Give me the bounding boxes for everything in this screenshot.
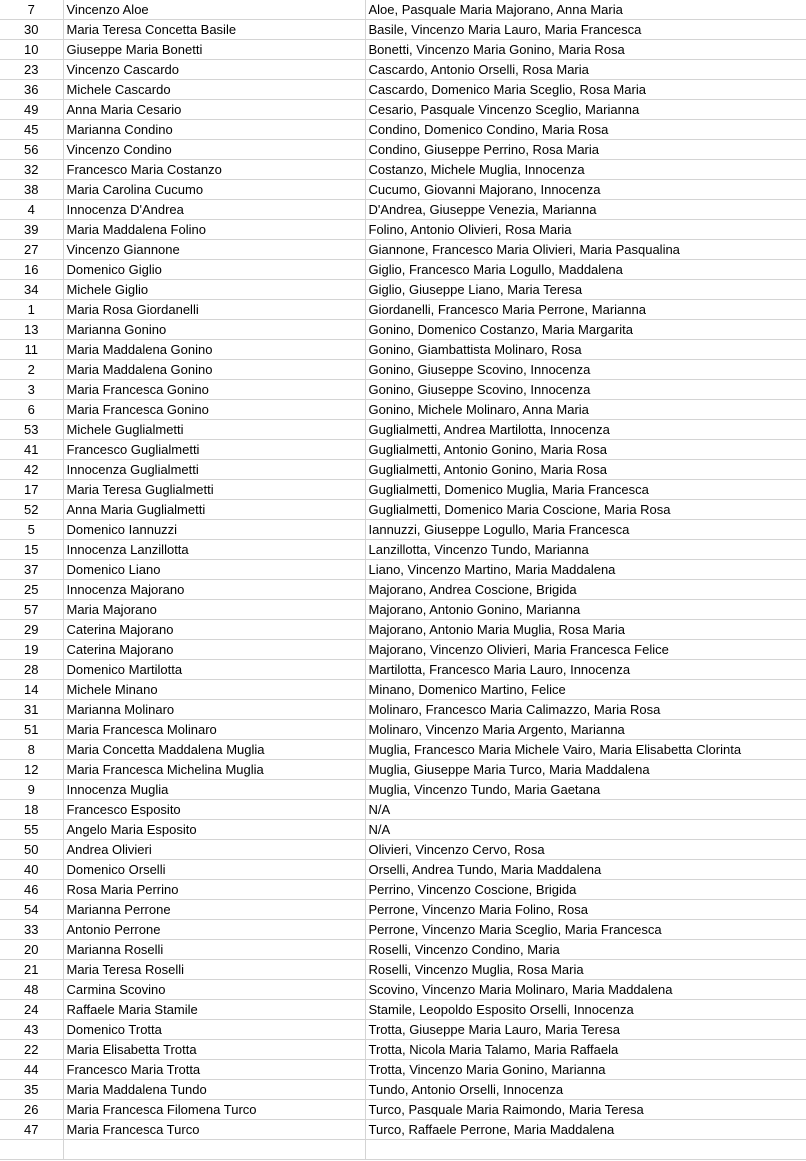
parents-cell[interactable]: Majorano, Antonio Maria Muglia, Rosa Maria: [365, 620, 806, 640]
table-row: [0, 780, 806, 800]
table-row: [0, 840, 806, 860]
id-cell[interactable]: [0, 1140, 63, 1160]
table-row: [0, 560, 806, 580]
table-row: [0, 580, 806, 600]
table-row: [0, 700, 806, 720]
id-cell[interactable]: 46: [0, 880, 63, 900]
id-cell[interactable]: 33: [0, 920, 63, 940]
table-row: [0, 880, 806, 900]
name-cell[interactable]: Marianna Molinaro: [63, 700, 365, 720]
parents-cell[interactable]: Roselli, Vincenzo Condino, Maria: [365, 940, 806, 960]
parents-cell[interactable]: Gonino, Giambattista Molinaro, Rosa: [365, 340, 806, 360]
table-row: [0, 720, 806, 740]
name-cell[interactable]: Maria Francesca Turco: [63, 1120, 365, 1140]
table-row: [0, 160, 806, 180]
id-cell[interactable]: 20: [0, 940, 63, 960]
name-cell[interactable]: Maria Francesca Filomena Turco: [63, 1100, 365, 1120]
name-cell[interactable]: Maria Majorano: [63, 600, 365, 620]
name-cell[interactable]: Maria Maddalena Folino: [63, 220, 365, 240]
id-cell[interactable]: 47: [0, 1120, 63, 1140]
name-cell[interactable]: Caterina Majorano: [63, 640, 365, 660]
parents-cell[interactable]: Molinaro, Vincenzo Maria Argento, Marianna: [365, 720, 806, 740]
parents-cell[interactable]: Molinaro, Francesco Maria Calimazzo, Maria Rosa: [365, 700, 806, 720]
parents-cell[interactable]: Condino, Giuseppe Perrino, Rosa Maria: [365, 140, 806, 160]
table-row: [0, 620, 806, 640]
id-cell[interactable]: 8: [0, 740, 63, 760]
table-row: [0, 420, 806, 440]
name-cell[interactable]: Vincenzo Condino: [63, 140, 365, 160]
table-row: [0, 240, 806, 260]
table-row: [0, 100, 806, 120]
name-cell[interactable]: Maria Concetta Maddalena Muglia: [63, 740, 365, 760]
id-cell[interactable]: 7: [0, 0, 63, 20]
id-cell[interactable]: 23: [0, 60, 63, 80]
table-row: [0, 1140, 806, 1160]
parents-cell[interactable]: Giglio, Giuseppe Liano, Maria Teresa: [365, 280, 806, 300]
parents-cell[interactable]: Guglialmetti, Domenico Maria Coscione, Maria Rosa: [365, 500, 806, 520]
name-cell[interactable]: Innocenza Lanzillotta: [63, 540, 365, 560]
name-cell[interactable]: Innocenza D'Andrea: [63, 200, 365, 220]
name-cell[interactable]: Maria Francesca Gonino: [63, 400, 365, 420]
id-cell[interactable]: 37: [0, 560, 63, 580]
parents-cell[interactable]: Turco, Pasquale Maria Raimondo, Maria Teresa: [365, 1100, 806, 1120]
parents-cell[interactable]: Lanzillotta, Vincenzo Tundo, Marianna: [365, 540, 806, 560]
name-cell[interactable]: Domenico Orselli: [63, 860, 365, 880]
table-row: [0, 740, 806, 760]
id-cell[interactable]: 27: [0, 240, 63, 260]
table-row: [0, 120, 806, 140]
table-row: [0, 1120, 806, 1140]
name-cell[interactable]: Maria Teresa Roselli: [63, 960, 365, 980]
table-row: [0, 180, 806, 200]
parents-cell[interactable]: Gonino, Michele Molinaro, Anna Maria: [365, 400, 806, 420]
name-cell[interactable]: Vincenzo Cascardo: [63, 60, 365, 80]
parents-cell[interactable]: Roselli, Vincenzo Muglia, Rosa Maria: [365, 960, 806, 980]
parents-cell[interactable]: Cucumo, Giovanni Majorano, Innocenza: [365, 180, 806, 200]
parents-cell[interactable]: Scovino, Vincenzo Maria Molinaro, Maria Maddalena: [365, 980, 806, 1000]
table-row: [0, 1020, 806, 1040]
name-cell[interactable]: Maria Maddalena Gonino: [63, 360, 365, 380]
id-cell[interactable]: 39: [0, 220, 63, 240]
id-cell[interactable]: 53: [0, 420, 63, 440]
name-cell[interactable]: Maria Francesca Michelina Muglia: [63, 760, 365, 780]
name-cell[interactable]: Innocenza Guglialmetti: [63, 460, 365, 480]
name-cell[interactable]: Carmina Scovino: [63, 980, 365, 1000]
parents-cell[interactable]: Orselli, Andrea Tundo, Maria Maddalena: [365, 860, 806, 880]
id-cell[interactable]: 32: [0, 160, 63, 180]
parents-cell[interactable]: Majorano, Vincenzo Olivieri, Maria Francesca Felice: [365, 640, 806, 660]
parents-cell[interactable]: Guglialmetti, Domenico Muglia, Maria Francesca: [365, 480, 806, 500]
table-row: [0, 820, 806, 840]
name-cell[interactable]: Francesco Maria Costanzo: [63, 160, 365, 180]
table-row: [0, 1060, 806, 1080]
table-row: [0, 460, 806, 480]
name-cell[interactable]: Innocenza Muglia: [63, 780, 365, 800]
table-row: [0, 480, 806, 500]
parents-cell[interactable]: Condino, Domenico Condino, Maria Rosa: [365, 120, 806, 140]
name-cell[interactable]: Maria Elisabetta Trotta: [63, 1040, 365, 1060]
id-cell[interactable]: 34: [0, 280, 63, 300]
name-cell[interactable]: Michele Giglio: [63, 280, 365, 300]
id-cell[interactable]: 16: [0, 260, 63, 280]
table-row: [0, 520, 806, 540]
table-row: [0, 500, 806, 520]
parents-cell[interactable]: Perrone, Vincenzo Maria Sceglio, Maria Francesca: [365, 920, 806, 940]
parents-cell[interactable]: Tundo, Antonio Orselli, Innocenza: [365, 1080, 806, 1100]
name-cell[interactable]: Giuseppe Maria Bonetti: [63, 40, 365, 60]
table-row: [0, 1000, 806, 1020]
id-cell[interactable]: 55: [0, 820, 63, 840]
name-cell[interactable]: Francesco Guglialmetti: [63, 440, 365, 460]
id-cell[interactable]: 36: [0, 80, 63, 100]
parents-cell[interactable]: Olivieri, Vincenzo Cervo, Rosa: [365, 840, 806, 860]
name-cell[interactable]: Raffaele Maria Stamile: [63, 1000, 365, 1020]
table-row: [0, 440, 806, 460]
id-cell[interactable]: 12: [0, 760, 63, 780]
table-row: [0, 900, 806, 920]
name-cell[interactable]: Francesco Esposito: [63, 800, 365, 820]
id-cell[interactable]: 5: [0, 520, 63, 540]
parents-cell[interactable]: Aloe, Pasquale Maria Majorano, Anna Maria: [365, 0, 806, 20]
name-cell[interactable]: Francesco Maria Trotta: [63, 1060, 365, 1080]
name-cell[interactable]: Andrea Olivieri: [63, 840, 365, 860]
name-cell[interactable]: Caterina Majorano: [63, 620, 365, 640]
parents-cell[interactable]: Basile, Vincenzo Maria Lauro, Maria Francesca: [365, 20, 806, 40]
name-cell[interactable]: Vincenzo Aloe: [63, 0, 365, 20]
parents-cell[interactable]: Minano, Domenico Martino, Felice: [365, 680, 806, 700]
parents-cell[interactable]: Giglio, Francesco Maria Logullo, Maddalena: [365, 260, 806, 280]
name-cell[interactable]: Maria Maddalena Tundo: [63, 1080, 365, 1100]
id-cell[interactable]: 25: [0, 580, 63, 600]
table-row: [0, 220, 806, 240]
parents-cell[interactable]: Giannone, Francesco Maria Olivieri, Maria Pasqualina: [365, 240, 806, 260]
name-cell[interactable]: Domenico Iannuzzi: [63, 520, 365, 540]
table-row: [0, 20, 806, 40]
table-row: [0, 380, 806, 400]
name-cell[interactable]: Anna Maria Guglialmetti: [63, 500, 365, 520]
parents-cell[interactable]: Guglialmetti, Andrea Martilotta, Innocenza: [365, 420, 806, 440]
parents-cell[interactable]: Iannuzzi, Giuseppe Logullo, Maria Francesca: [365, 520, 806, 540]
parents-cell[interactable]: Perrone, Vincenzo Maria Folino, Rosa: [365, 900, 806, 920]
table-row: [0, 80, 806, 100]
id-cell[interactable]: 35: [0, 1080, 63, 1100]
parents-cell[interactable]: Muglia, Francesco Maria Michele Vairo, Maria Elisabetta Clorinta: [365, 740, 806, 760]
id-cell[interactable]: 50: [0, 840, 63, 860]
id-cell[interactable]: 28: [0, 660, 63, 680]
table-row: [0, 400, 806, 420]
name-cell[interactable]: Rosa Maria Perrino: [63, 880, 365, 900]
parents-cell[interactable]: [365, 1140, 806, 1160]
parents-cell[interactable]: Costanzo, Michele Muglia, Innocenza: [365, 160, 806, 180]
parents-cell[interactable]: Cascardo, Domenico Maria Sceglio, Rosa Maria: [365, 80, 806, 100]
name-cell[interactable]: Domenico Liano: [63, 560, 365, 580]
id-cell[interactable]: 15: [0, 540, 63, 560]
id-cell[interactable]: 22: [0, 1040, 63, 1060]
name-cell[interactable]: [63, 1140, 365, 1160]
name-cell[interactable]: Michele Minano: [63, 680, 365, 700]
name-cell[interactable]: Marianna Perrone: [63, 900, 365, 920]
id-cell[interactable]: 41: [0, 440, 63, 460]
table-row: [0, 40, 806, 60]
id-cell[interactable]: 56: [0, 140, 63, 160]
parents-cell[interactable]: Cesario, Pasquale Vincenzo Sceglio, Marianna: [365, 100, 806, 120]
id-cell[interactable]: 57: [0, 600, 63, 620]
table-row: [0, 0, 806, 20]
parents-cell[interactable]: Cascardo, Antonio Orselli, Rosa Maria: [365, 60, 806, 80]
name-cell[interactable]: Vincenzo Giannone: [63, 240, 365, 260]
table-row: [0, 680, 806, 700]
name-cell[interactable]: Maria Maddalena Gonino: [63, 340, 365, 360]
id-cell[interactable]: 21: [0, 960, 63, 980]
name-cell[interactable]: Marianna Gonino: [63, 320, 365, 340]
id-cell[interactable]: 14: [0, 680, 63, 700]
id-cell[interactable]: 38: [0, 180, 63, 200]
id-cell[interactable]: 2: [0, 360, 63, 380]
id-cell[interactable]: 11: [0, 340, 63, 360]
parents-cell[interactable]: Muglia, Giuseppe Maria Turco, Maria Maddalena: [365, 760, 806, 780]
parents-cell[interactable]: Turco, Raffaele Perrone, Maria Maddalena: [365, 1120, 806, 1140]
table-row: [0, 980, 806, 1000]
parents-cell[interactable]: Stamile, Leopoldo Esposito Orselli, Innocenza: [365, 1000, 806, 1020]
id-cell[interactable]: 19: [0, 640, 63, 660]
table-row: [0, 360, 806, 380]
parents-cell[interactable]: Giordanelli, Francesco Maria Perrone, Marianna: [365, 300, 806, 320]
id-cell[interactable]: 3: [0, 380, 63, 400]
id-cell[interactable]: 17: [0, 480, 63, 500]
id-cell[interactable]: 24: [0, 1000, 63, 1020]
table-row: [0, 640, 806, 660]
table-row: [0, 760, 806, 780]
name-cell[interactable]: Antonio Perrone: [63, 920, 365, 940]
table-row: [0, 860, 806, 880]
id-cell[interactable]: 18: [0, 800, 63, 820]
table-row: [0, 600, 806, 620]
name-cell[interactable]: Maria Teresa Guglialmetti: [63, 480, 365, 500]
id-cell[interactable]: 45: [0, 120, 63, 140]
table-row: [0, 260, 806, 280]
parents-cell[interactable]: Majorano, Andrea Coscione, Brigida: [365, 580, 806, 600]
id-cell[interactable]: 9: [0, 780, 63, 800]
parents-cell[interactable]: Martilotta, Francesco Maria Lauro, Innocenza: [365, 660, 806, 680]
id-cell[interactable]: 4: [0, 200, 63, 220]
name-cell[interactable]: Maria Francesca Gonino: [63, 380, 365, 400]
table-row: [0, 800, 806, 820]
name-cell[interactable]: Michele Guglialmetti: [63, 420, 365, 440]
id-cell[interactable]: 26: [0, 1100, 63, 1120]
id-cell[interactable]: 6: [0, 400, 63, 420]
parents-cell[interactable]: N/A: [365, 820, 806, 840]
parents-cell[interactable]: Bonetti, Vincenzo Maria Gonino, Maria Rosa: [365, 40, 806, 60]
name-cell[interactable]: Maria Carolina Cucumo: [63, 180, 365, 200]
id-cell[interactable]: 10: [0, 40, 63, 60]
id-cell[interactable]: 49: [0, 100, 63, 120]
id-cell[interactable]: 51: [0, 720, 63, 740]
id-cell[interactable]: 1: [0, 300, 63, 320]
table-row: [0, 1100, 806, 1120]
table-row: [0, 960, 806, 980]
parents-cell[interactable]: Trotta, Giuseppe Maria Lauro, Maria Teresa: [365, 1020, 806, 1040]
parents-cell[interactable]: Guglialmetti, Antonio Gonino, Maria Rosa: [365, 460, 806, 480]
table-row: [0, 540, 806, 560]
table-row: [0, 660, 806, 680]
id-cell[interactable]: 42: [0, 460, 63, 480]
id-cell[interactable]: 40: [0, 860, 63, 880]
name-cell[interactable]: Marianna Condino: [63, 120, 365, 140]
parents-cell[interactable]: Folino, Antonio Olivieri, Rosa Maria: [365, 220, 806, 240]
id-cell[interactable]: 31: [0, 700, 63, 720]
parents-cell[interactable]: Perrino, Vincenzo Coscione, Brigida: [365, 880, 806, 900]
id-cell[interactable]: 54: [0, 900, 63, 920]
parents-cell[interactable]: Gonino, Domenico Costanzo, Maria Margarita: [365, 320, 806, 340]
name-cell[interactable]: Marianna Roselli: [63, 940, 365, 960]
name-cell[interactable]: Innocenza Majorano: [63, 580, 365, 600]
table-row: [0, 1040, 806, 1060]
table-row: [0, 320, 806, 340]
parents-cell[interactable]: Muglia, Vincenzo Tundo, Maria Gaetana: [365, 780, 806, 800]
name-cell[interactable]: Angelo Maria Esposito: [63, 820, 365, 840]
parents-cell[interactable]: Guglialmetti, Antonio Gonino, Maria Rosa: [365, 440, 806, 460]
table-row: [0, 280, 806, 300]
parents-cell[interactable]: Gonino, Giuseppe Scovino, Innocenza: [365, 380, 806, 400]
id-cell[interactable]: 30: [0, 20, 63, 40]
id-cell[interactable]: 44: [0, 1060, 63, 1080]
name-cell[interactable]: Maria Teresa Concetta Basile: [63, 20, 365, 40]
parents-cell[interactable]: N/A: [365, 800, 806, 820]
name-cell[interactable]: Domenico Trotta: [63, 1020, 365, 1040]
table-row: [0, 340, 806, 360]
parents-cell[interactable]: Gonino, Giuseppe Scovino, Innocenza: [365, 360, 806, 380]
table-row: [0, 300, 806, 320]
table-row: [0, 60, 806, 80]
name-cell[interactable]: Maria Francesca Molinaro: [63, 720, 365, 740]
name-cell[interactable]: Michele Cascardo: [63, 80, 365, 100]
id-cell[interactable]: 13: [0, 320, 63, 340]
table-row: [0, 1080, 806, 1100]
parents-cell[interactable]: D'Andrea, Giuseppe Venezia, Marianna: [365, 200, 806, 220]
table-row: [0, 940, 806, 960]
name-cell[interactable]: Maria Rosa Giordanelli: [63, 300, 365, 320]
table-row: [0, 920, 806, 940]
name-cell[interactable]: Domenico Giglio: [63, 260, 365, 280]
parents-cell[interactable]: Trotta, Vincenzo Maria Gonino, Marianna: [365, 1060, 806, 1080]
id-cell[interactable]: 43: [0, 1020, 63, 1040]
id-cell[interactable]: 48: [0, 980, 63, 1000]
id-cell[interactable]: 29: [0, 620, 63, 640]
name-cell[interactable]: Anna Maria Cesario: [63, 100, 365, 120]
parents-cell[interactable]: Liano, Vincenzo Martino, Maria Maddalena: [365, 560, 806, 580]
parents-cell[interactable]: Majorano, Antonio Gonino, Marianna: [365, 600, 806, 620]
table-row: [0, 200, 806, 220]
name-cell[interactable]: Domenico Martilotta: [63, 660, 365, 680]
table-row: [0, 140, 806, 160]
id-cell[interactable]: 52: [0, 500, 63, 520]
parents-cell[interactable]: Trotta, Nicola Maria Talamo, Maria Raffaela: [365, 1040, 806, 1060]
